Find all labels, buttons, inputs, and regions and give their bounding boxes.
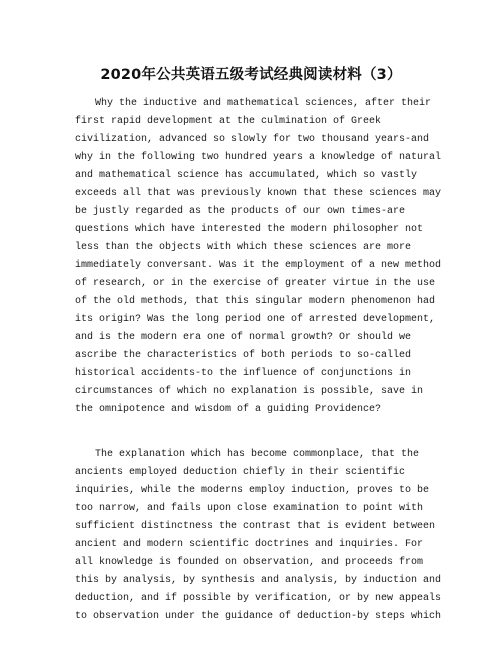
paragraph-line: ascribe the characteristics of both periods to so-called xyxy=(75,350,412,361)
paragraph-line: this by analysis, by synthesis and analysis, by induction and xyxy=(75,575,442,586)
paragraph-line: Why the inductive and mathematical sciences, after their xyxy=(95,98,432,109)
paragraph-line: less than the objects with which these sciences are more xyxy=(75,242,412,253)
paragraph-line: immediately conversant. Was it the employment of a new method xyxy=(75,260,442,271)
paragraph-line: inquiries, while the moderns employ induction, proves to be xyxy=(75,485,430,496)
paragraph-line: The explanation which has become commonplace, that the xyxy=(95,449,420,460)
paragraph-line: and mathematical science has accumulated, which so vastly xyxy=(75,170,418,181)
paragraph-line: the omnipotence and wisdom of a guiding Providence? xyxy=(75,404,382,415)
paragraph-2 xyxy=(75,446,442,626)
paragraph-line: too narrow, and fails upon close examination to point with xyxy=(75,503,424,514)
paragraph-1 xyxy=(75,95,442,419)
paragraph-line: be justly regarded as the products of our own times-are xyxy=(75,206,406,217)
paragraph-line: civilization, advanced so slowly for two thousand years-and xyxy=(75,134,430,145)
paragraph-line: and is the modern era one of normal growth? Or should we xyxy=(75,332,412,343)
paragraph-line: circumstances of which no explanation is possible, save in xyxy=(75,386,424,397)
paragraph-line: its origin? Was the long period one of arrested development, xyxy=(75,314,436,325)
paragraph-line: of research, or in the exercise of greater virtue in the use xyxy=(75,278,436,289)
paragraph-line: why in the following two hundred years a knowledge of natural xyxy=(75,152,442,163)
paragraph-line: historical accidents-to the influence of conjunctions in xyxy=(75,368,412,379)
paragraph-line: all knowledge is founded on observation, and proceeds from xyxy=(75,557,424,568)
paragraph-line: ancients employed deduction chiefly in their scientific xyxy=(75,467,406,478)
paragraph-line: of the old methods, that this singular modern phenomenon had xyxy=(75,296,436,307)
paragraph-line: first rapid development at the culmination of Greek xyxy=(75,116,382,127)
paragraph-line: to observation under the guidance of deduction-by steps which xyxy=(75,611,442,622)
paragraph-line: deduction, and if possible by verification, or by new appeals xyxy=(75,593,442,604)
paragraph-line: ancient and modern scientific doctrines and inquiries. For xyxy=(75,539,424,550)
document-title: 2020年公共英语五级考试经典阅读材料（3） xyxy=(100,67,402,83)
paragraph-line: questions which have interested the modern philosopher not xyxy=(75,224,424,235)
paragraph-line: sufficient distinctness the contrast that is evident between xyxy=(75,521,436,532)
paragraph-line: exceeds all that was previously known that these sciences may xyxy=(75,188,442,199)
